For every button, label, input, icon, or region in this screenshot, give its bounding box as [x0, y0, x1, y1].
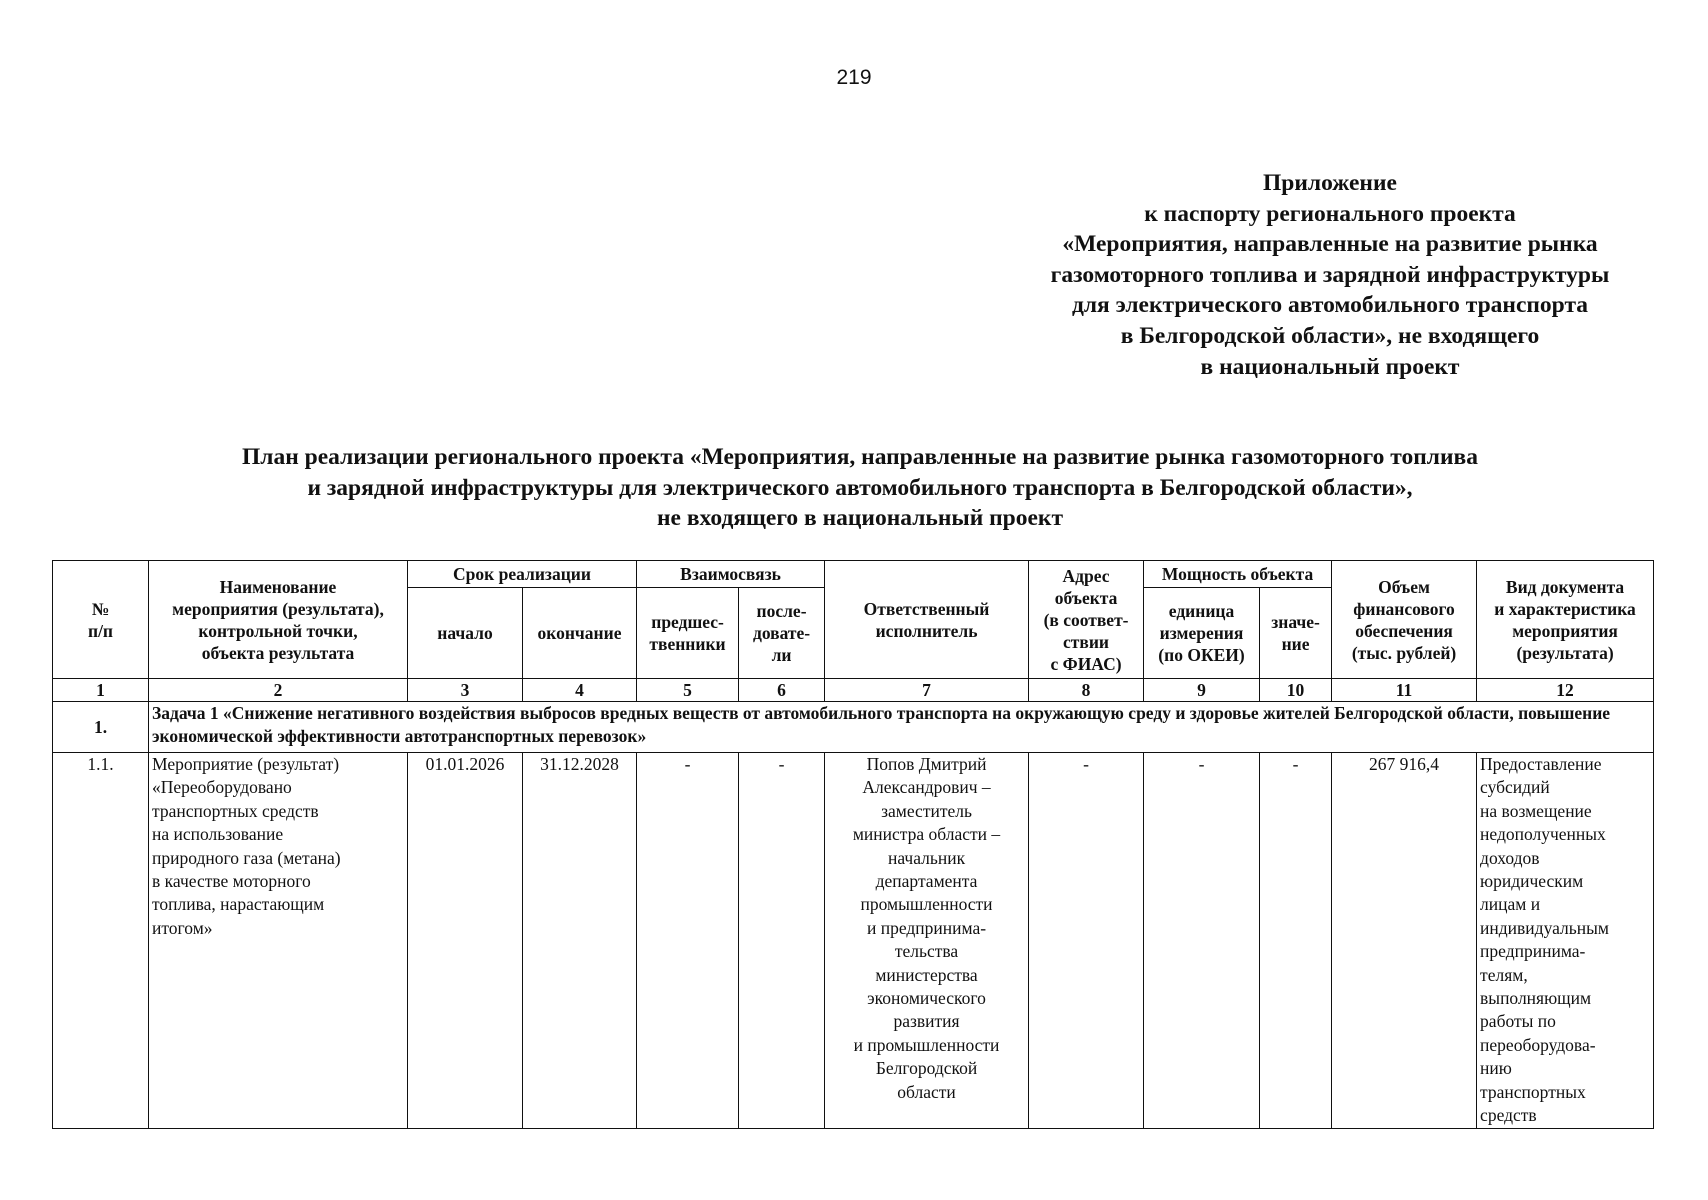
- row-number: 1.1.: [53, 753, 149, 1129]
- header-link-next: после- довате- ли: [739, 588, 825, 679]
- appendix-line: для электрического автомобильного транспорта: [1071, 292, 1589, 319]
- header-link-prev: предшес- твенники: [637, 588, 739, 679]
- plan-title-line: План реализации регионального проекта «Мероприятия, направленные на развитие рынка газомоторного топлива: [242, 444, 1478, 470]
- plan-title-line: и зарядной инфраструктуры для электрического автомобильного транспорта в Белгородской области»,: [307, 474, 1413, 501]
- row-document: Предоставление субсидий на возмещение недополученных доходов юридическим лицам и индивидуальным предпринима- телям, выполняющим работы по переоборудова- нию транспортных средств: [1477, 753, 1654, 1129]
- column-number: 9: [1144, 679, 1260, 702]
- appendix-line: в национальный проект: [1200, 353, 1460, 380]
- task-text: Задача 1 «Снижение негативного воздействия выбросов вредных веществ от автомобильного транспорта на окружающую среду и здоровье жителей Белгородской области, повышение экономической эффективности автотранспортных перевозок»: [149, 702, 1654, 753]
- plan-table: [52, 560, 1654, 1129]
- column-number: 12: [1477, 679, 1654, 702]
- header-term: Срок реализации: [408, 561, 637, 588]
- header-num: № п/п: [53, 561, 149, 679]
- row-start-date: 01.01.2026: [408, 753, 523, 1129]
- column-number-row: [53, 679, 1654, 702]
- column-number: 7: [825, 679, 1029, 702]
- row-unit: -: [1144, 753, 1260, 1129]
- appendix-header: [1005, 168, 1655, 382]
- column-number: 1: [53, 679, 149, 702]
- row-value: -: [1260, 753, 1332, 1129]
- header-doc: Вид документа и характеристика мероприятия (результата): [1477, 561, 1654, 679]
- row-address: -: [1029, 753, 1144, 1129]
- column-number: 5: [637, 679, 739, 702]
- appendix-line: газомоторного топлива и зарядной инфраструктуры: [1050, 261, 1610, 288]
- column-number: 3: [408, 679, 523, 702]
- page-number: 219: [836, 66, 872, 89]
- header-term-start: начало: [408, 588, 523, 679]
- header-term-end: окончание: [523, 588, 637, 679]
- appendix-line: к паспорту регионального проекта: [1144, 200, 1516, 227]
- table-row: [53, 753, 1654, 1129]
- header-capacity: Мощность объекта: [1144, 561, 1332, 588]
- column-number: 8: [1029, 679, 1144, 702]
- row-predecessors: -: [637, 753, 739, 1129]
- plan-title-line: не входящего в национальный проект: [656, 505, 1064, 531]
- appendix-line: Приложение: [1263, 170, 1397, 196]
- plan-title: [80, 442, 1640, 534]
- column-number: 2: [149, 679, 408, 702]
- task-row: [53, 702, 1654, 753]
- task-number: 1.: [53, 702, 149, 753]
- header-responsible: Ответственный исполнитель: [825, 561, 1029, 679]
- header-unit: единица измерения (по ОКЕИ): [1144, 588, 1260, 679]
- appendix-line: в Белгородской области», не входящего: [1120, 322, 1540, 349]
- row-finance: 267 916,4: [1332, 753, 1477, 1129]
- appendix-line: «Мероприятия, направленные на развитие рынка: [1062, 231, 1598, 258]
- row-name: Мероприятие (результат) «Переоборудовано транспортных средств на использование природного газа (метана) в качестве моторного топлива, нарастающим итогом»: [149, 753, 408, 1129]
- row-responsible: Попов Дмитрий Александрович – заместитель министра области – начальник департамента промышленности и предпринима- тельства министерства экономического развития и промышленности Белгородской области: [825, 753, 1029, 1129]
- header-name: Наименование мероприятия (результата), контрольной точки, объекта результата: [149, 561, 408, 679]
- header-finance: Объем финансового обеспечения (тыс. рублей): [1332, 561, 1477, 679]
- column-number: 11: [1332, 679, 1477, 702]
- column-number: 6: [739, 679, 825, 702]
- header-address: Адрес объекта (в соответ- ствии с ФИАС): [1029, 561, 1144, 679]
- column-number: 10: [1260, 679, 1332, 702]
- header-value: значе- ние: [1260, 588, 1332, 679]
- row-successors: -: [739, 753, 825, 1129]
- column-number: 4: [523, 679, 637, 702]
- header-link: Взаимосвязь: [637, 561, 825, 588]
- row-end-date: 31.12.2028: [523, 753, 637, 1129]
